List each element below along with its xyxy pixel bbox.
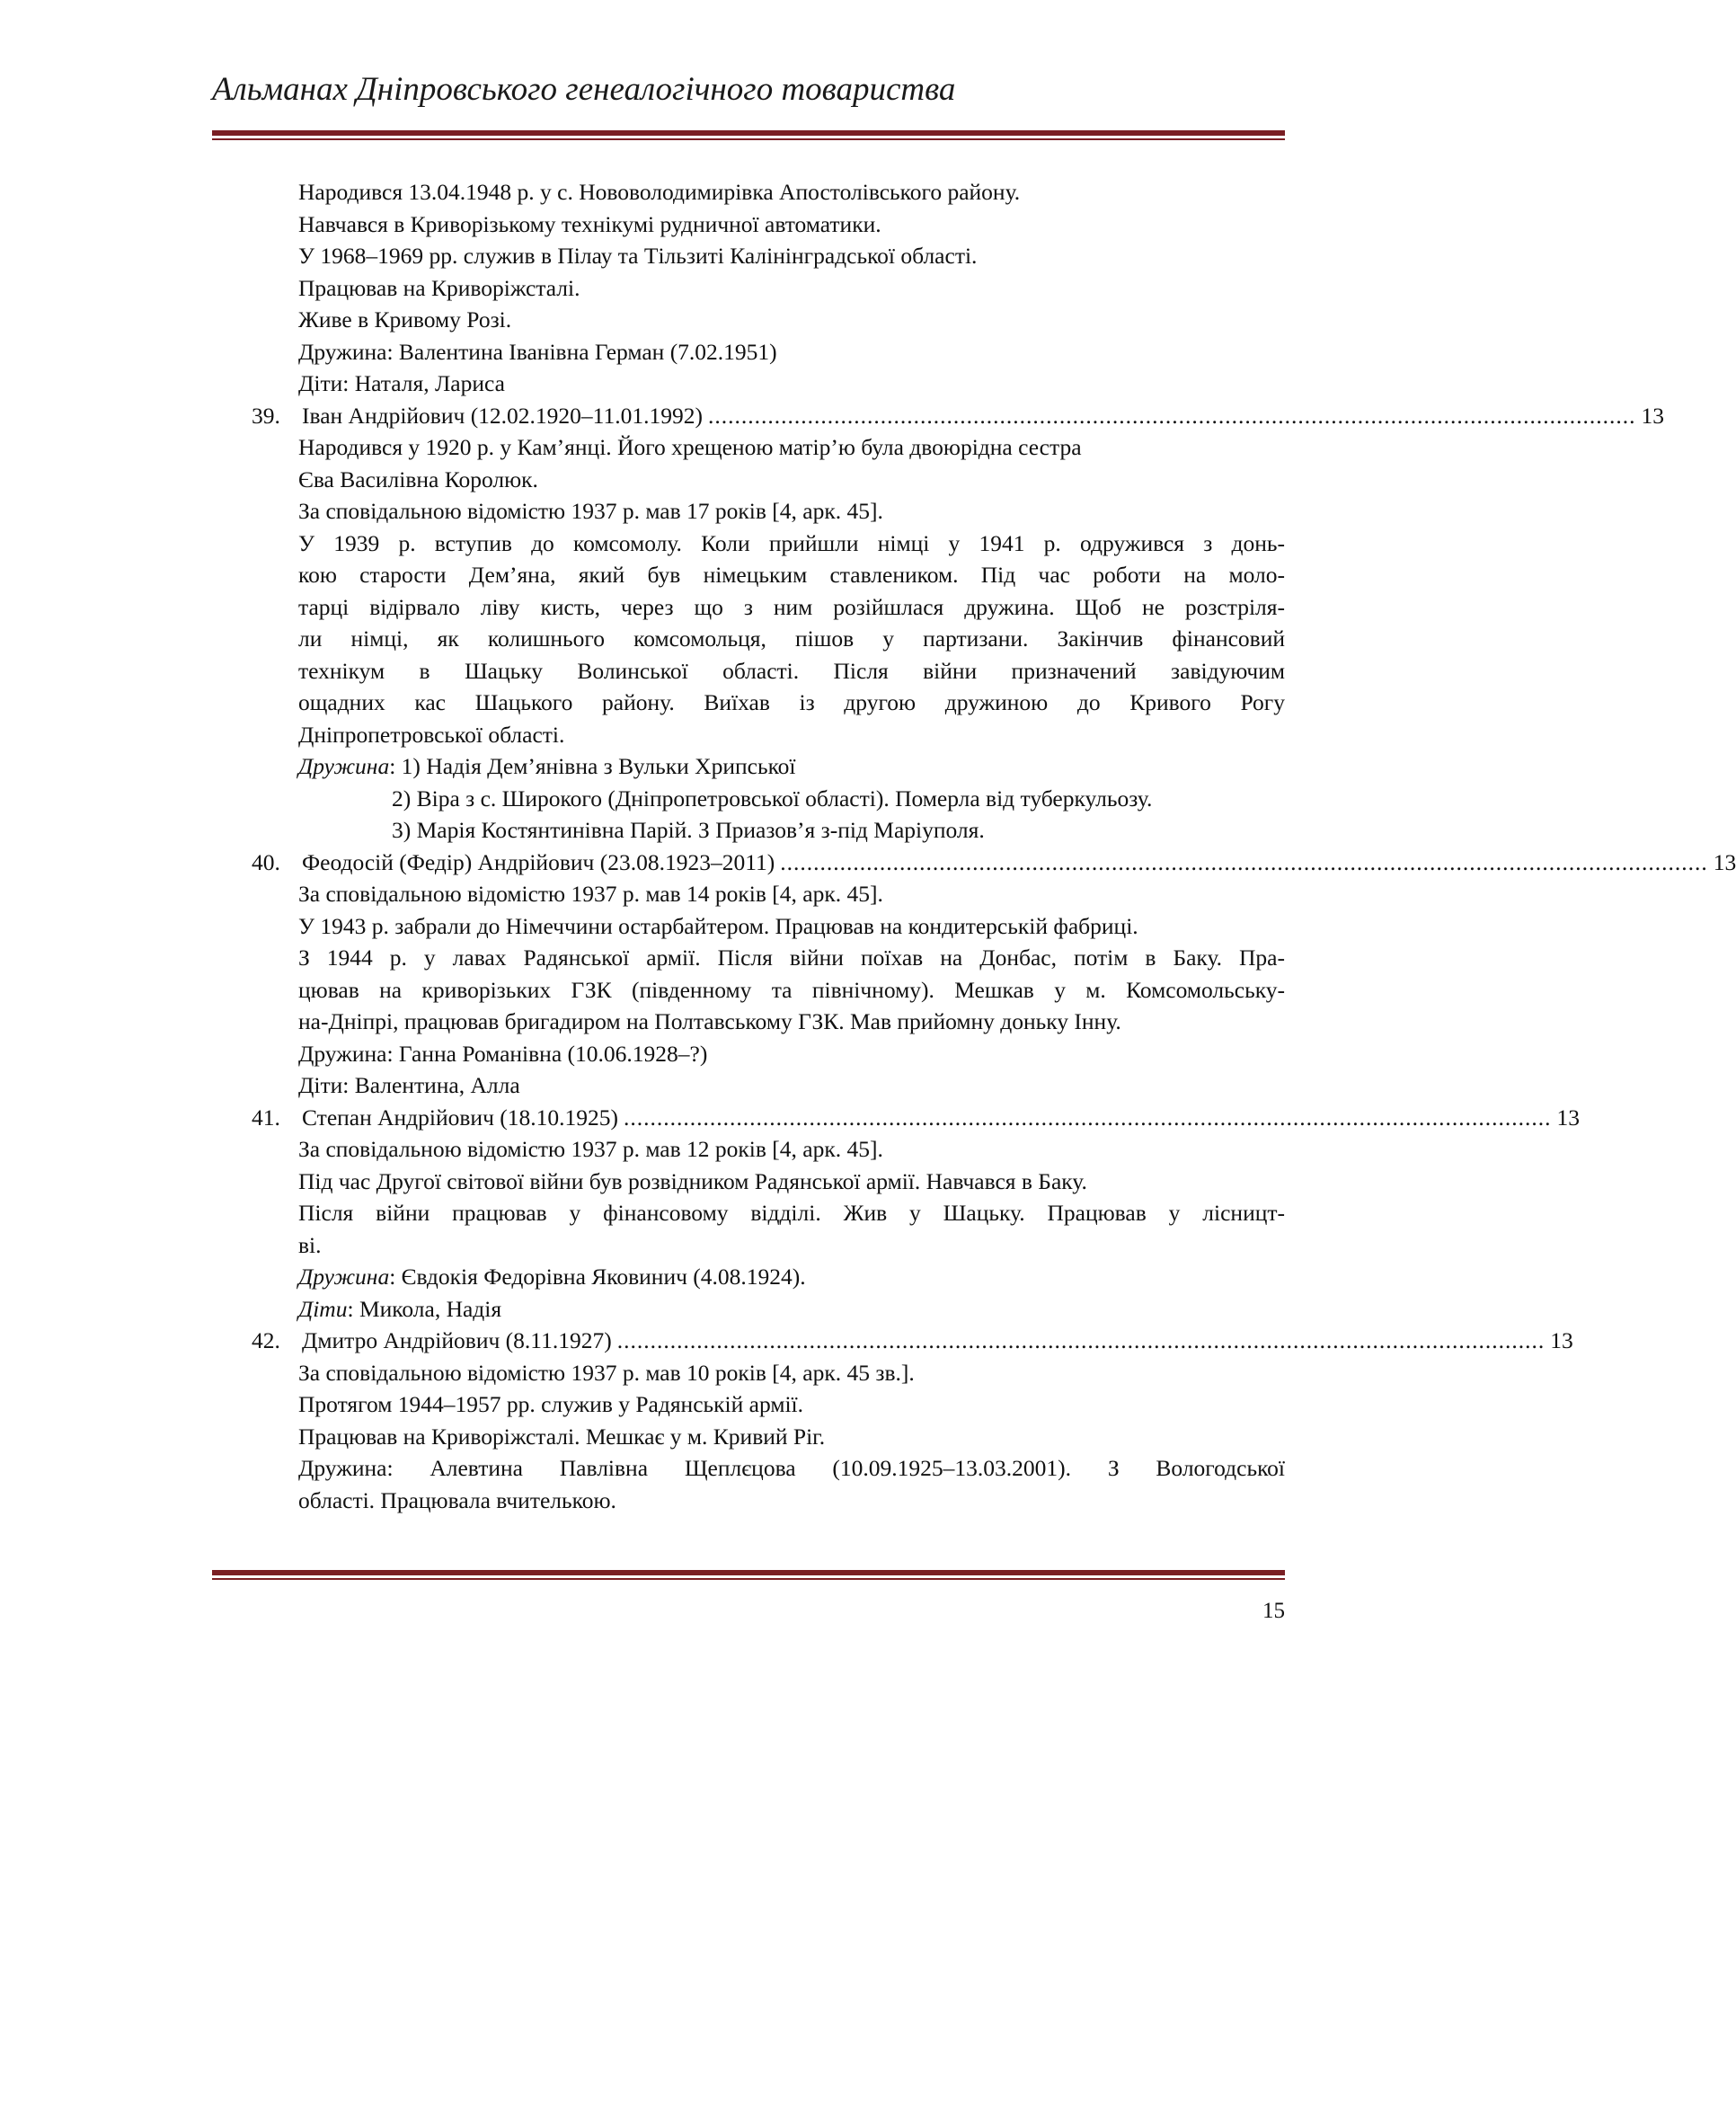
entry-heading <box>252 1102 1581 1134</box>
entry-number: 40. <box>252 848 280 875</box>
text-line: За сповідальною відомістю 1937 р. мав 17 років [4, арк. 45]. <box>298 498 883 524</box>
text-line: кою старости Дем’яна, який був німецьким ставлеником. Під час роботи на моло- <box>298 562 1285 588</box>
spouse-line <box>252 1261 1285 1293</box>
leader-dots: ............................................................................................................................................ <box>624 1104 1552 1131</box>
children-text: : Микола, Надія <box>347 1295 502 1322</box>
entry-name: Дмитро Андрійович (8.11.1927) <box>302 1327 612 1353</box>
text-line: З 1944 р. у лавах Радянської армії. Після війни поїхав на Донбас, потім в Баку. Пра- <box>298 945 1285 971</box>
footer-rule <box>212 1570 1285 1580</box>
text-line: ві. <box>298 1231 322 1258</box>
entry-heading <box>252 847 1736 879</box>
page-content <box>252 176 1736 1516</box>
entry-name: Степан Андрійович (18.10.1925) <box>302 1104 619 1131</box>
header-rule <box>212 130 1285 140</box>
text-line: ли німці, як колишнього комсомольця, пішов у партизани. Закінчив фінансовий <box>298 625 1285 652</box>
text-line: Дружина: Алевтина Павлівна Щеплєцова (10.09.1925–13.03.2001). З Вологодської <box>298 1455 1285 1481</box>
spouse-label: Дружина <box>298 753 390 779</box>
text-line: Народився 13.04.1948 р. у с. Нововолодимирівка Апостолівського району. <box>298 179 1021 205</box>
leader-dots: ............................................................................................................................................ <box>707 402 1636 429</box>
children-line <box>252 1293 1285 1326</box>
entry-41 <box>252 1102 1581 1326</box>
entry-name: Феодосій (Федір) Андрійович (23.08.1923–2011) <box>302 848 775 875</box>
entry-number: 41. <box>252 1104 280 1131</box>
text-line: У 1968–1969 рр. служив в Пілау та Тільзиті Калінінградської області. <box>298 243 978 269</box>
text-line: Дніпропетровської області. <box>298 721 565 748</box>
text-line: Народився у 1920 р. у Кам’янці. Його хрещеною матір’ю була двоюрідна сестра <box>298 434 1082 460</box>
text-line: За сповідальною відомістю 1937 р. мав 14 років [4, арк. 45]. <box>298 881 883 907</box>
spouse-line: 3) Марія Костянтинівна Парій. З Приазов’я з-під Маріуполя. <box>392 817 985 843</box>
text-line: Дружина: Валентина Іванівна Герман (7.02.1951) <box>298 338 777 365</box>
entry-page-ref: 13 <box>1641 402 1664 429</box>
text-line: Єва Василівна Королюк. <box>298 466 538 492</box>
entry-42 <box>252 1325 1573 1516</box>
text-line: технікум в Шацьку Волинської області. Після війни призначений завідуючим <box>298 657 1285 684</box>
text-line: Під час Другої світової війни був розвідником Радянської армії. Навчався в Баку. <box>298 1167 1087 1194</box>
text-line: Після війни працював у фінансовому відділі. Жив у Шацьку. Працював у лісницт- <box>298 1200 1285 1226</box>
entry-name: Іван Андрійович (12.02.1920–11.01.1992) <box>302 402 703 429</box>
text-line: Живе в Кривому Розі. <box>298 306 512 333</box>
children-label: Діти <box>298 1295 348 1322</box>
text-line: на-Дніпрі, працював бригадиром на Полтавському ГЗК. Мав прийомну доньку Інну. <box>298 1008 1121 1034</box>
spouse-label: Дружина <box>298 1264 390 1290</box>
leader-dots: ............................................................................................................................................ <box>616 1327 1546 1353</box>
page-number: 15 <box>1262 1599 1285 1623</box>
text-line: За сповідальною відомістю 1937 р. мав 12 років [4, арк. 45]. <box>298 1136 883 1162</box>
text-line: У 1939 р. вступив до комсомолу. Коли прийшли німці у 1941 р. одружився з донь- <box>298 529 1285 556</box>
text-line: Працював на Криворіжсталі. <box>298 274 580 301</box>
entry-number: 42. <box>252 1327 280 1353</box>
entry-heading <box>252 1325 1573 1357</box>
spouse-text: : 1) Надія Дем’янівна з Вульки Хрипської <box>389 753 796 779</box>
text-line: цював на криворізьких ГЗК (південному та північному). Мешкав у м. Комсомольську- <box>298 976 1285 1003</box>
entry-number: 39. <box>252 402 280 429</box>
entry-page-ref: 13 <box>1550 1327 1573 1353</box>
spouse-line: 2) Віра з с. Широкого (Дніпропетровської області). Померла від туберкульозу. <box>392 785 1153 812</box>
text-line: Навчався в Криворізькому технікумі рудничної автоматики. <box>298 210 881 237</box>
leader-dots: ............................................................................................................................................ <box>780 848 1708 875</box>
entry-39 <box>252 400 1664 847</box>
text-line: Протягом 1944–1957 рр. служив у Радянській армії. <box>298 1391 804 1417</box>
text-line: Діти: Валентина, Алла <box>298 1072 520 1098</box>
text-line: Діти: Наталя, Лариса <box>298 370 505 396</box>
almanac-title: Альманах Дніпровського генеалогічного товариства <box>212 71 956 108</box>
intro-block <box>252 176 1285 400</box>
spouse-text: : Євдокія Федорівна Яковинич (4.08.1924). <box>389 1264 806 1290</box>
text-line: Працював на Криворіжсталі. Мешкає у м. Кривий Ріг. <box>298 1423 826 1450</box>
text-line: За сповідальною відомістю 1937 р. мав 10 років [4, арк. 45 зв.]. <box>298 1359 915 1386</box>
text-line: тарці відірвало ліву кисть, через що з ним розійшлася дружина. Щоб не розстріля- <box>298 593 1285 620</box>
text-line: Дружина: Ганна Романівна (10.06.1928–?) <box>298 1040 708 1067</box>
entry-page-ref: 13 <box>1713 848 1736 875</box>
entry-page-ref: 13 <box>1556 1104 1581 1131</box>
entry-40 <box>252 847 1736 1102</box>
text-line: У 1943 р. забрали до Німеччини остарбайтером. Працював на кондитерській фабриці. <box>298 912 1138 939</box>
text-line: ощадних кас Шацького району. Виїхав із другою дружиною до Кривого Рогу <box>298 689 1285 715</box>
text-line: області. Працювала вчителькою. <box>298 1486 616 1513</box>
entry-heading <box>252 400 1664 432</box>
spouse-line <box>252 750 1285 783</box>
